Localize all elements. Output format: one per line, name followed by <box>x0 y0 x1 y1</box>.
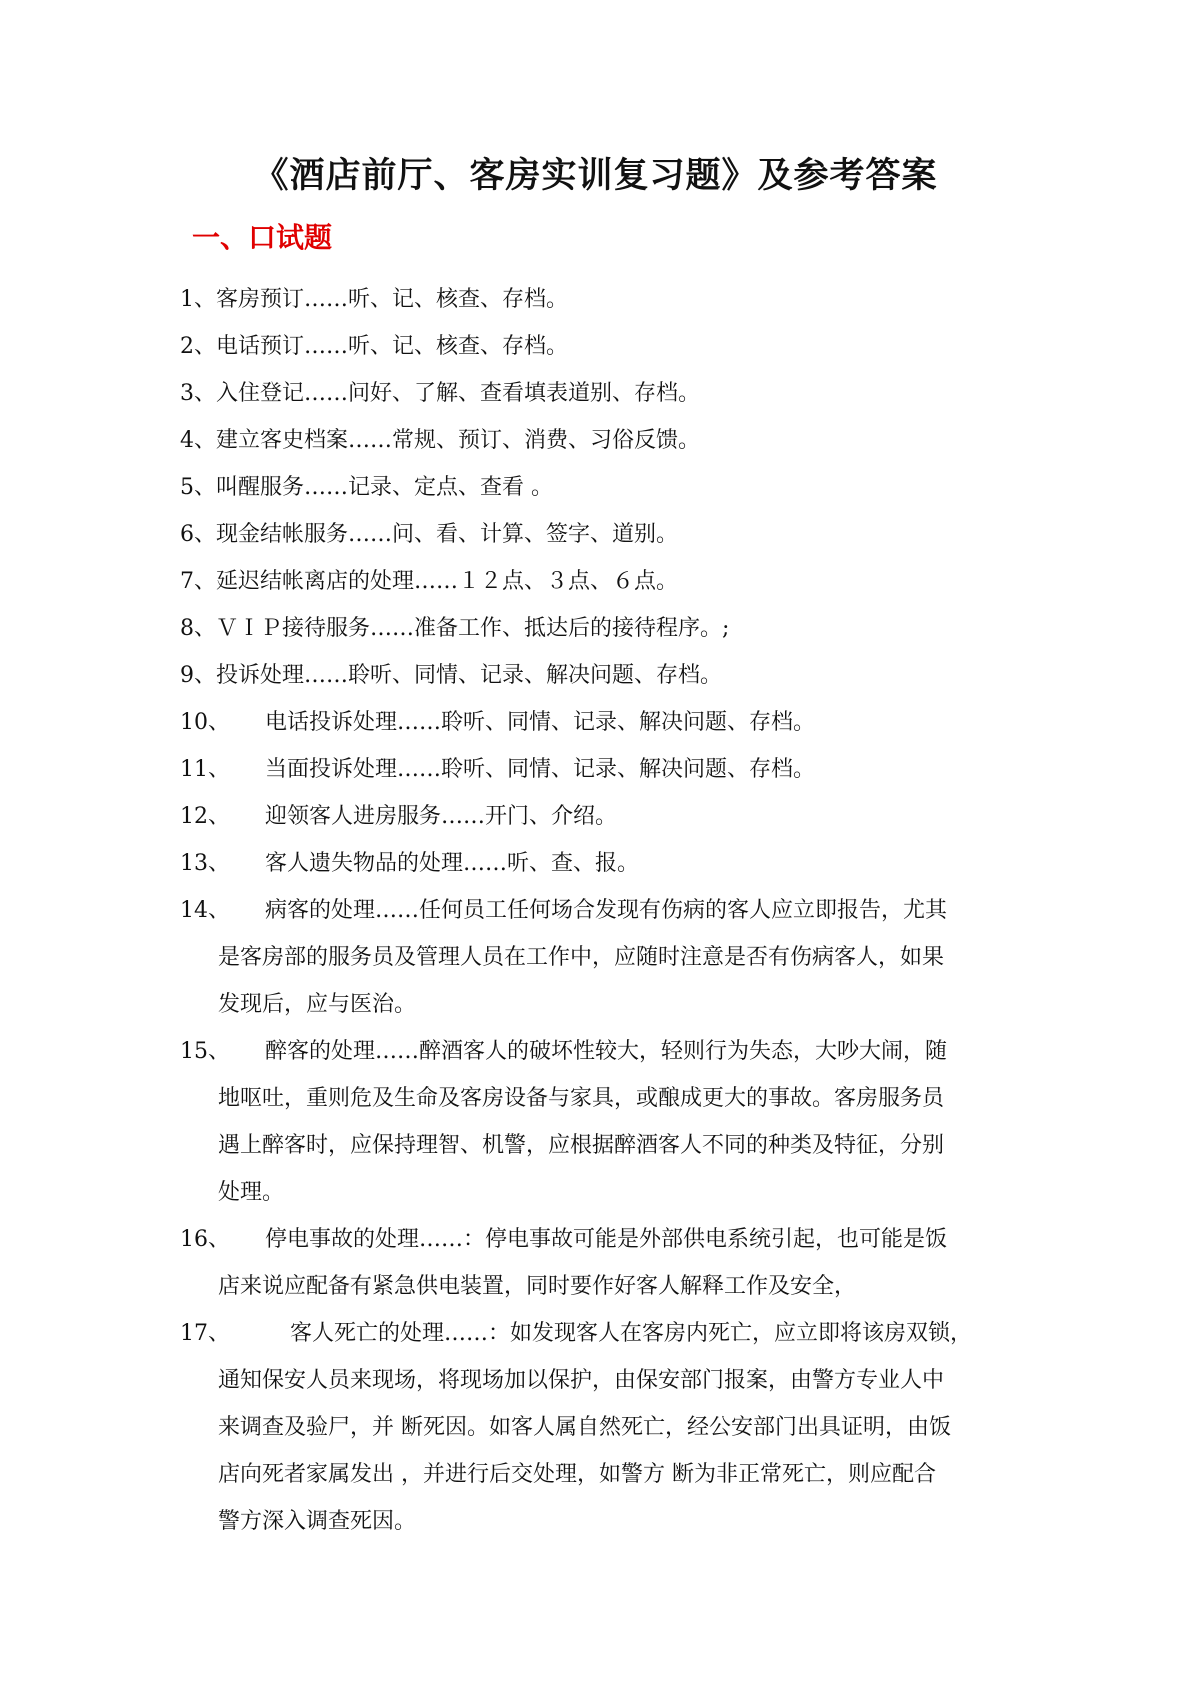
item-text: 病客的处理……任何员工任何场合发现有伤病的客人应立即报告，尤其 <box>265 898 948 923</box>
list-item <box>180 1310 1020 1545</box>
item-text: 当面投诉处理……聆听、同情、记录、解决问题、存档。 <box>265 757 816 782</box>
list-item <box>180 699 1020 746</box>
item-number: 4、 <box>180 428 216 453</box>
item-text-continuation: 地呕吐，重则危及生命及客房设备与家具，或酿成更大的事故。客房服务员 <box>218 1086 945 1111</box>
item-text-continuation: 发现后，应与医治。 <box>218 992 417 1017</box>
item-number: 8、 <box>180 616 216 641</box>
list-item <box>180 370 1020 417</box>
item-text-continuation: 是客房部的服务员及管理人员在工作中，应随时注意是否有伤病客人，如果 <box>218 945 945 970</box>
item-number: 2、 <box>180 334 216 359</box>
list-item <box>180 417 1020 464</box>
item-text: 客人死亡的处理……：如发现客人在客房内死亡，应立即将该房双锁， <box>290 1321 973 1346</box>
item-text-continuation: 通知保安人员来现场，将现场加以保护，由保安部门报案，由警方专业人中 <box>218 1368 945 1393</box>
list-item <box>180 276 1020 323</box>
item-text-continuation: 警方深入调查死因。 <box>218 1509 417 1534</box>
item-number: 1、 <box>180 287 216 312</box>
item-number: 11、 <box>180 757 230 782</box>
item-number: 13、 <box>180 851 230 876</box>
list-item <box>180 746 1020 793</box>
item-text: 投诉处理……聆听、同情、记录、解决问题、存档。 <box>216 663 723 688</box>
item-number: 16、 <box>180 1227 230 1252</box>
item-text: 叫醒服务……记录、定点、查看 。 <box>216 475 553 500</box>
item-text: 电话投诉处理……聆听、同情、记录、解决问题、存档。 <box>265 710 816 735</box>
item-text-continuation: 遇上醉客时，应保持理智、机警，应根据醉酒客人不同的种类及特征，分别 <box>218 1133 945 1158</box>
list-item <box>180 887 1020 1028</box>
list-item <box>180 840 1020 887</box>
item-number: 12、 <box>180 804 230 829</box>
item-number: 7、 <box>180 569 216 594</box>
item-number: 15、 <box>180 1039 230 1064</box>
item-number: 3、 <box>180 381 216 406</box>
item-text: 电话预订……听、记、核查、存档。 <box>216 334 569 359</box>
item-text: 建立客史档案……常规、预订、消费、习俗反馈。 <box>216 428 701 453</box>
list-item <box>180 793 1020 840</box>
item-text: 客人遗失物品的处理……听、查、报。 <box>265 851 640 876</box>
list-item <box>180 1028 1020 1216</box>
item-text: 现金结帐服务……问、看、计算、签字、道别。 <box>216 522 679 547</box>
list-item <box>180 464 1020 511</box>
list-item <box>180 605 1020 652</box>
item-text: ＶＩＰ接待服务……准备工作、抵达后的接待程序。; <box>216 616 730 641</box>
item-text-continuation: 店向死者家属发出 ，并进行后交处理，如警方 断为非正常死亡，则应配合 <box>218 1462 936 1487</box>
item-text-continuation: 店来说应配备有紧急供电装置，同时要作好客人解释工作及安全， <box>218 1274 857 1299</box>
item-number: 17、 <box>180 1321 230 1346</box>
list-item <box>180 652 1020 699</box>
document-title: 《酒店前厅、客房实训复习题》及参考答案 <box>253 155 938 196</box>
item-text: 醉客的处理……醉酒客人的破坏性较大，轻则行为失态，大吵大闹，随 <box>265 1039 948 1064</box>
list-item <box>180 1216 1020 1310</box>
item-text-continuation: 来调查及验尸，并 断死因。如客人属自然死亡，经公安部门出具证明，由饭 <box>218 1415 951 1440</box>
item-text: 延迟结帐离店的处理……１２点、３点、６点。 <box>216 569 679 594</box>
item-text: 迎领客人进房服务……开门、介绍。 <box>265 804 618 829</box>
item-text-continuation: 处理。 <box>218 1180 285 1205</box>
item-text: 客房预订……听、记、核查、存档。 <box>216 287 569 312</box>
item-number: 10、 <box>180 710 230 735</box>
section-heading: 一、口试题 <box>192 221 333 254</box>
question-list <box>180 276 1020 1545</box>
list-item <box>180 511 1020 558</box>
item-number: 9、 <box>180 663 216 688</box>
list-item <box>180 323 1020 370</box>
item-text: 停电事故的处理……：停电事故可能是外部供电系统引起，也可能是饭 <box>265 1227 948 1252</box>
list-item <box>180 558 1020 605</box>
item-number: 6、 <box>180 522 216 547</box>
item-number: 5、 <box>180 475 216 500</box>
item-text: 入住登记……问好、了解、查看填表道别、存档。 <box>216 381 701 406</box>
item-number: 14、 <box>180 898 230 923</box>
